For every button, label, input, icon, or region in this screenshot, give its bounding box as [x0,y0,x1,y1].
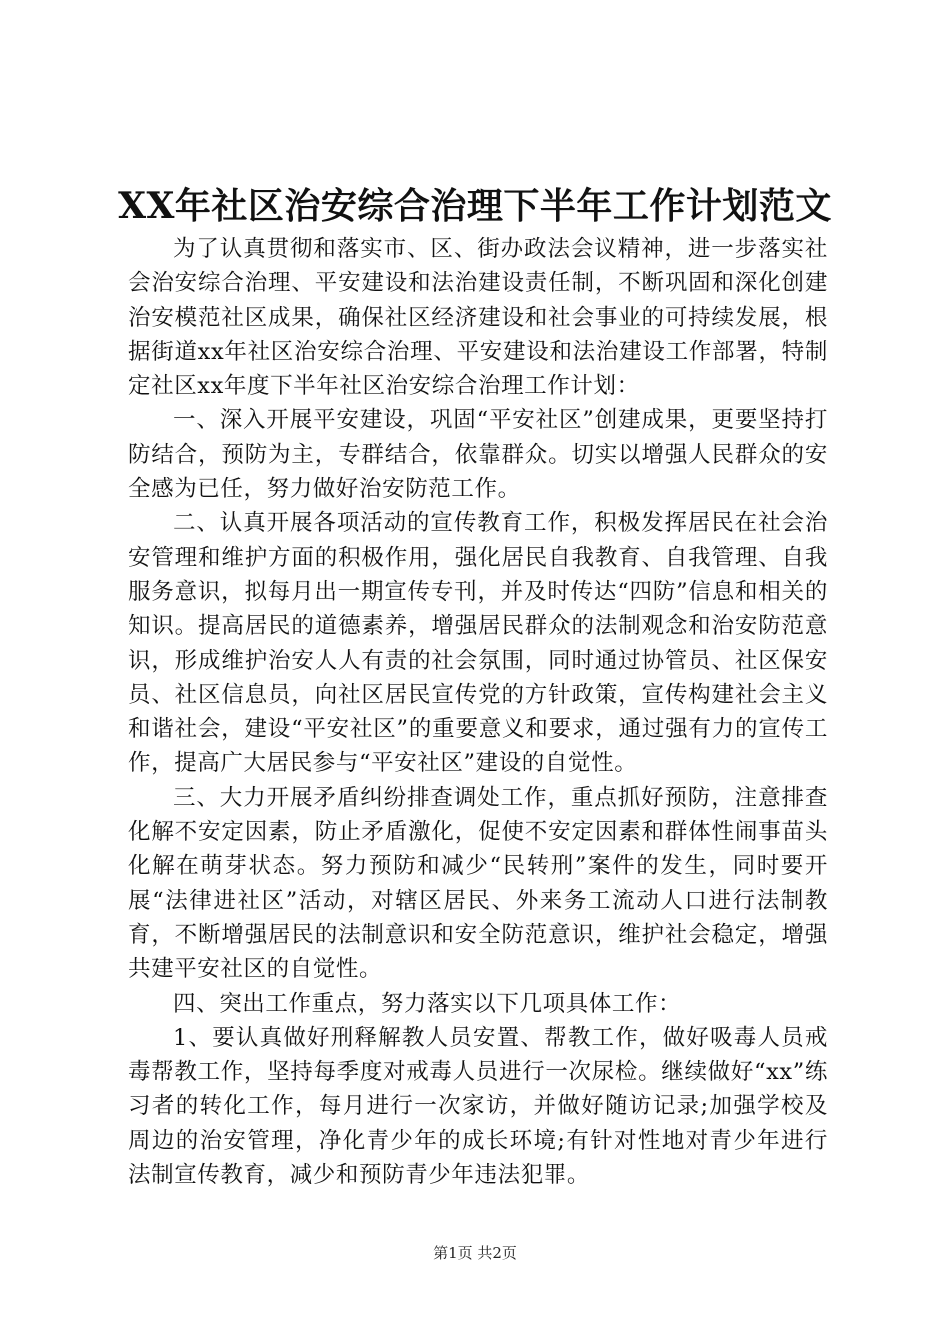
paragraph-item-1: 1、要认真做好刑释解教人员安置、帮教工作，做好吸毒人员戒毒帮教工作，坚持每季度对戒毒人员进行一次尿检。继续做好“xx”练习者的转化工作，每月进行一次家访，并做好随访记录;加强学校及周边的治安管理，净化青少年的成长环境;有针对性地对青少年进行法制宣传教育，减少和预防青少年违法犯罪。 [128,1024,828,1189]
document-body [128,232,828,1192]
page-footer: 第1页 共2页 [433,1244,517,1262]
paragraph-section-3: 三、大力开展矛盾纠纷排查调处工作，重点抓好预防，注意排查化解不安定因素，防止矛盾激化，促使不安定因素和群体性闹事苗头化解在萌芽状态。努力预防和减少“民转刑”案件的发生，同时要开展“法律进社区”活动，对辖区居民、外来务工流动人口进行法制教育，不断增强居民的法制意识和安全防范意识，维护社会稳定，增强共建平安社区的自觉性。 [128,784,828,983]
paragraph-section-2: 二、认真开展各项活动的宣传教育工作，积极发挥居民在社会治安管理和维护方面的积极作用，强化居民自我教育、自我管理、自我服务意识，拟每月出一期宣传专刊，并及时传达“四防”信息和相关的知识。提高居民的道德素养，增强居民群众的法制观念和治安防范意识，形成维护治安人人有责的社会氛围，同时通过协管员、社区保安员、社区信息员，向社区居民宣传党的方针政策，宣传构建社会主义和谐社会，建设“平安社区”的重要意义和要求，通过强有力的宣传工作，提高广大居民参与“平安社区”建设的自觉性。 [128,510,828,777]
document-title: XX年社区治安综合治理下半年工作计划范文 [118,185,832,227]
paragraph-section-4: 四、突出工作重点，努力落实以下几项具体工作： [173,990,682,1017]
paragraph-intro: 为了认真贯彻和落实市、区、街办政法会议精神，进一步落实社会治安综合治理、平安建设和法治建设责任制，不断巩固和深化创建治安模范社区成果，确保社区经济建设和社会事业的可持续发展，根据街道xx年社区治安综合治理、平安建设和法治建设工作部署，特制定社区xx年度下半年社区治安综合治理工作计划： [128,236,828,400]
paragraph-section-1: 一、深入开展平安建设，巩固“平安社区”创建成果，更要坚持打防结合，预防为主，专群结合，依靠群众。切实以增强人民群众的安全感为已任，努力做好治安防范工作。 [128,407,828,503]
